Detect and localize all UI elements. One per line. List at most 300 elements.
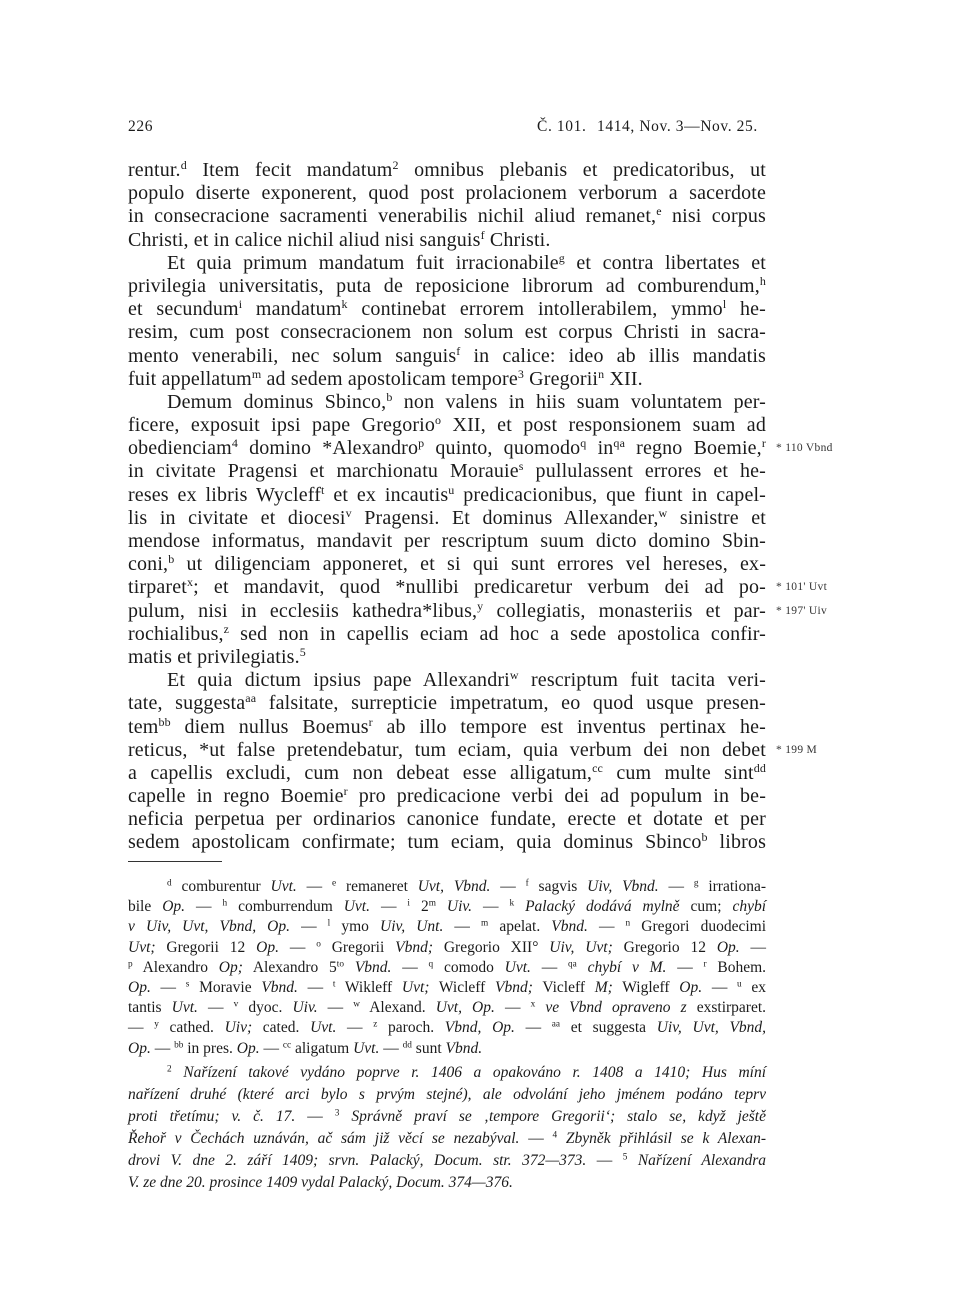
text-run: non valens in hiis suam voluntatem per- (392, 390, 766, 413)
text-run: privilegia universitatis, puta de reposicione librorum ad comburendum, (128, 274, 760, 297)
italic-text: Uiv, Vbnd. (587, 878, 659, 895)
text-run: Gregori duodecimi (630, 918, 767, 936)
text-line (128, 1062, 766, 1084)
text-run: Gregorio 12 (612, 938, 717, 956)
text-run: comburentur (171, 878, 271, 895)
text-run: mento venerabili, nec solum sanguis (128, 344, 457, 367)
italic-text: Vbnd. (354, 958, 392, 976)
italic-text: Uiv, Uvt, Vbnd, (656, 1019, 767, 1037)
text-run: Gregorio XII° (433, 938, 550, 956)
text-run: — (658, 878, 694, 895)
critical-apparatus (128, 877, 766, 1059)
italic-text: Nařízení Alexandra (637, 1152, 767, 1169)
text-run: matis et privilegiatis. (128, 645, 300, 668)
text-run: — (666, 958, 704, 976)
footnote-marker: aa (245, 691, 257, 706)
text-run: pulum, nisi in ecclesiis kathedra*libus, (128, 599, 478, 622)
text-run: — (336, 1019, 374, 1037)
footnote-marker: q (428, 959, 434, 970)
italic-text: Uvt; (401, 978, 430, 996)
footnote-marker: v (233, 999, 239, 1010)
text-line (128, 917, 766, 937)
text-run: — (702, 978, 738, 996)
footnote-marker: 2 (167, 1064, 172, 1075)
text-run: XII, et post responsionem suam ad (441, 414, 766, 437)
text-line (128, 252, 766, 275)
footnote-marker: e (331, 878, 337, 889)
text-run: in (586, 437, 614, 460)
footnote-marker: x (530, 999, 536, 1010)
italic-text: Uiv, Unt. (380, 918, 444, 936)
footnote-marker: s (185, 979, 190, 990)
text-line (128, 598, 828, 623)
footnote-marker: aa (551, 1019, 561, 1030)
text-line (128, 368, 766, 391)
text-run: Pragensi. Et dominus Allexander, (351, 506, 659, 529)
footnote-marker: y (154, 1019, 159, 1030)
text-run: continebat errorem intollerabilem, ymmo (347, 298, 723, 321)
text-run: Item fecit mandatum (186, 159, 393, 181)
italic-text: chybí (732, 898, 767, 916)
footnote-marker: dd (402, 1039, 412, 1050)
text-line (128, 321, 766, 344)
footnote-marker: qa (568, 959, 577, 970)
footnote-marker: t (332, 979, 336, 990)
text-line (128, 785, 766, 808)
text-run: comburrendum (227, 898, 344, 916)
italic-text: Op. (256, 938, 279, 956)
paragraph (128, 252, 766, 391)
text-run: Et quia dictum ipsius pape Allexandri (167, 669, 510, 692)
text-line (128, 414, 766, 437)
text-line (128, 762, 766, 785)
italic-text: Uvt, Op. (435, 999, 495, 1017)
text-line (128, 553, 766, 576)
text-run (535, 999, 545, 1016)
text-line (128, 831, 766, 854)
text-run: obedienciam (128, 437, 232, 460)
footnote-marker: l (722, 296, 727, 311)
text-run: et contra libertates et (564, 251, 766, 274)
text-run: — (472, 898, 510, 916)
margin-note: * 110 Vbnd (776, 442, 833, 455)
paragraph (128, 877, 766, 1059)
text-run: — (290, 918, 328, 936)
italic-text: Uvt. (353, 1039, 380, 1057)
text-run: in pres. (183, 1039, 237, 1057)
text-run: — (295, 1108, 335, 1125)
footnote-marker: o (435, 412, 442, 427)
text-line (128, 716, 766, 739)
text-run: capelle in regno Boemie (128, 785, 344, 808)
footnote-marker: r (703, 959, 707, 970)
italic-text: V. ze dne 20. prosince 1409 vydal Palacký, Docum. 374—376. (128, 1174, 513, 1191)
text-run: in civitate Pragensi et marchionatu Morauie (128, 460, 519, 483)
text-run: — (296, 878, 332, 895)
paragraph (128, 1062, 766, 1194)
text-run: — (587, 918, 626, 936)
text-run: ad sedem apostolicam tempore (261, 367, 518, 390)
footnote-marker: cc (282, 1039, 292, 1050)
footnote-marker: w (509, 667, 519, 682)
footnote-marker: to (336, 959, 345, 970)
footnote-marker: i (407, 898, 410, 909)
italic-text: v Uiv, Uvt, Vbnd, Op. (128, 918, 290, 936)
footnote-marker: r (761, 436, 766, 451)
italic-text: Op; (218, 958, 243, 976)
footnote-marker: r (343, 783, 348, 798)
text-run: et ex incautis (324, 483, 449, 506)
text-line (128, 205, 766, 228)
text-run (627, 1152, 637, 1169)
italic-text: Uvt; (128, 938, 156, 956)
paragraph (128, 667, 818, 855)
italic-text: chybí v M. (587, 958, 667, 976)
text-run: Vicleff (532, 978, 595, 996)
footnote-marker: m (428, 898, 436, 909)
margin-note: * 101' Uvt (776, 581, 828, 594)
text-run: coni, (128, 553, 169, 576)
text-line (128, 391, 766, 414)
footnote-marker: f (480, 227, 485, 242)
italic-text: Op. (236, 1039, 260, 1057)
margin-note: * 197' Uiv (776, 604, 828, 617)
text-line (128, 1172, 766, 1194)
text-run: — (128, 1019, 155, 1037)
text-run: — (317, 999, 354, 1017)
text-line (128, 460, 766, 483)
italic-text: Uvt. (310, 1019, 337, 1037)
footnote-marker: h (759, 273, 766, 288)
text-run: Et quia primum mandatum fuit irracionabile (167, 251, 559, 274)
text-run: — (443, 918, 481, 936)
text-run: sunt (411, 1039, 446, 1057)
text-run: — (490, 878, 526, 895)
footnote-marker: m (251, 366, 262, 381)
text-run: — (197, 999, 234, 1017)
text-run: bile (128, 898, 163, 916)
italic-text: Nařízení takové vydáno poprve r. 1406 a opakováno r. 1408 a 1410; Hus míní (183, 1064, 767, 1081)
footnote-marker: 4 (231, 436, 238, 451)
text-run: — (185, 898, 223, 916)
text-run: sedem apostolicam confirmate; tum eciam, quia dominus Sbinco (128, 831, 702, 854)
text-run: Alexand. (359, 999, 436, 1017)
footnote-marker: m (481, 918, 489, 929)
text-line (128, 877, 766, 897)
text-run: predicacionibus, que fiunt in capel- (454, 483, 766, 506)
text-run: — (391, 958, 429, 976)
text-line (128, 738, 818, 762)
footnote-marker: l (327, 918, 331, 929)
italic-text: ve Vbnd opraveno z (545, 999, 687, 1017)
text-run (172, 1064, 184, 1081)
text-line (128, 575, 828, 599)
footnote-marker: k (341, 296, 348, 311)
text-run: et secundum (128, 298, 239, 321)
text-run: ab illo tempore est inventus pertinax he- (372, 715, 766, 738)
date-range: 1414, Nov. 3—Nov. 25. (597, 118, 758, 135)
footnote-marker: u (448, 482, 455, 497)
text-line (128, 1039, 766, 1059)
italic-text: nařízení druhé (které arci bylo s prvým stejné), ale odvolání jeho jménem podáno teprv (128, 1086, 766, 1103)
italic-text: Vbnd. (551, 918, 588, 936)
text-run (436, 898, 447, 915)
text-run: — (586, 1152, 623, 1169)
footnote-marker: d (180, 157, 187, 172)
footnote-marker: d (167, 878, 172, 889)
text-run: — (278, 938, 317, 956)
text-line (128, 1106, 766, 1128)
text-run: — (150, 978, 186, 996)
italic-text: proti třetímu; v. č. 17. (128, 1108, 296, 1125)
footnote-marker: q (580, 436, 587, 451)
italic-text: Zbyněk přihlásil se k Alexan- (565, 1130, 767, 1147)
text-run: mandatum (242, 298, 342, 321)
text-run: ficere, exposuit ipsi pape Gregorio (128, 414, 436, 437)
text-line (128, 298, 766, 321)
text-run: Gregorii (524, 367, 599, 390)
text-run: diem nullus Boemus (170, 715, 369, 738)
text-run: ymo (330, 918, 380, 936)
text-run: reses ex libris Wycleff (128, 483, 322, 506)
italic-text: drovi V. dne 2. září 1409; srvn. Palacký, Docum. str. 372—373. (128, 1152, 587, 1169)
text-run: Moravie (189, 978, 262, 996)
italic-text: Vbnd. (445, 1039, 483, 1057)
text-run: tirparet (128, 576, 187, 599)
text-run (514, 898, 525, 915)
page-number: 226 (128, 118, 154, 135)
text-line (128, 159, 766, 182)
margin-note: * 199 M (776, 743, 818, 756)
text-line (128, 938, 766, 958)
text-run: irrationa- (698, 878, 766, 895)
text-run: cated. (252, 1019, 311, 1037)
footnote-marker: z (373, 1019, 378, 1030)
text-run: tantis (128, 999, 172, 1017)
text-run: neficia perpetua per ordinarios canonice fundate, erecte et dotate et per (128, 808, 766, 831)
italic-text: Uiv; (224, 1019, 253, 1037)
footnote-marker: dd (753, 760, 766, 775)
italic-text: Uvt. (504, 958, 531, 976)
text-run: in calice: ideo ab illis mandatis (460, 344, 766, 367)
text-run: a capellis excludi, cum non debeat esse alligatum, (128, 761, 593, 784)
footnote-marker: z (223, 621, 230, 636)
text-line (128, 958, 766, 978)
text-run: et suggesta (560, 1019, 657, 1037)
footnote-marker: 4 (552, 1130, 558, 1141)
text-run: cum; (679, 898, 733, 916)
text-line (128, 692, 766, 715)
footnote-marker: e (656, 204, 662, 219)
footnote-marker: g (693, 878, 699, 889)
footnote-marker: bb (174, 1039, 184, 1050)
text-line (128, 998, 766, 1018)
text-line (128, 182, 766, 205)
text-run: Gregorii (320, 938, 396, 956)
italic-text: Op. (679, 978, 703, 996)
text-line (128, 897, 766, 917)
footnote-marker: cc (592, 760, 604, 775)
footnote-marker: bb (158, 714, 171, 729)
text-run: nisi corpus (661, 205, 766, 228)
text-run: cathed. (158, 1019, 225, 1037)
text-run: comodo (433, 958, 505, 976)
text-run: cum multe sint (603, 761, 754, 784)
text-run: XII. (604, 367, 643, 390)
footnote-marker: p (128, 959, 133, 970)
footnote-marker: h (222, 898, 228, 909)
text-run: — (519, 1130, 553, 1147)
text-line (128, 978, 766, 998)
italic-text: Op. (716, 938, 740, 956)
text-run: exstirparet. (686, 999, 767, 1017)
footnote-marker: 3 (334, 1108, 340, 1119)
text-run: falsitate, surrepticie impetratum, eo quod usque presen- (256, 692, 766, 715)
italic-text: Op. (162, 898, 186, 916)
italic-text: Op. (128, 1039, 151, 1057)
text-run: remaneret (336, 878, 418, 895)
text-run: Christi. (484, 228, 551, 251)
text-run: domino *Alexandro (237, 437, 419, 460)
text-line (128, 436, 833, 460)
text-run: rescriptum fuit tacita veri- (518, 669, 766, 692)
text-run: — (514, 1019, 552, 1037)
footnote-marker: g (558, 250, 565, 265)
text-run: sinistre et (667, 506, 767, 529)
italic-text: Vbnd, Op. (444, 1019, 515, 1037)
text-run: rochialibus, (128, 622, 224, 645)
text-line (128, 229, 766, 252)
footnote-marker: x (186, 575, 194, 590)
footnote-marker: r (368, 714, 373, 729)
footnote-marker: y (477, 598, 484, 613)
text-run: — (297, 978, 333, 996)
footnote-marker: u (737, 979, 742, 990)
footnote-marker: b (701, 830, 708, 845)
italic-text: Palacký dodává mylně (525, 898, 680, 916)
footnote-marker: f (456, 343, 461, 358)
footnote-marker: k (509, 898, 515, 909)
italic-text: Op. (128, 978, 151, 996)
italic-text: M; (594, 978, 613, 996)
text-run: sed non in capellis eciam ad hoc a sede apostolica confir- (229, 622, 766, 645)
text-run: ex (741, 978, 767, 996)
text-run: Alexandro 5 (242, 958, 337, 976)
text-run: Christi, et in calice nichil aliud nisi sanguis (128, 228, 481, 251)
text-run: — (259, 1039, 283, 1057)
text-run: Gregorii 12 (155, 938, 257, 956)
explanatory-notes (128, 1062, 766, 1194)
italic-text: Uvt. (171, 999, 198, 1017)
footnote-marker: s (518, 459, 524, 474)
italic-text: Vbnd; (495, 978, 533, 996)
text-run: tem (128, 715, 159, 738)
footnote-marker: f (525, 878, 529, 889)
text-run: pullulassent errores et he- (523, 460, 766, 483)
text-line (128, 275, 766, 298)
text-run: — (379, 1039, 403, 1057)
italic-text: Správně praví se ‚tempore Gregorii‘; stalo se, když ještě (351, 1108, 766, 1125)
italic-text: Uiv, Uvt; (549, 938, 613, 956)
text-run: in consecracione sacramenti venerabilis nichil aliud remanet, (128, 205, 657, 228)
text-run: — (369, 898, 408, 916)
text-run (557, 1130, 566, 1147)
text-line (128, 669, 766, 692)
text-run: fuit appellatum (128, 367, 252, 390)
italic-text: Uvt. (270, 878, 297, 895)
text-run: paroch. (377, 1019, 445, 1037)
footnote-marker: i (238, 296, 243, 311)
text-run: tate, suggesta (128, 692, 246, 715)
text-run (344, 959, 355, 976)
italic-text: Uvt, Vbnd. (417, 878, 491, 895)
italic-text: Uiv. (292, 999, 318, 1017)
text-run: reticus, *ut false pretendebatur, tum eciam, quia verbum dei non debet (128, 738, 766, 761)
footnote-marker: p (418, 436, 425, 451)
text-run: regno Boemie, (625, 437, 762, 460)
footnote-marker: qa (613, 436, 626, 451)
text-run (577, 959, 588, 976)
text-run: populo diserte exponerent, quod post prolacionem verborum a sacerdote (128, 182, 766, 205)
text-run: sagvis (528, 878, 588, 895)
footnote-marker: t (321, 482, 325, 497)
text-run: — (739, 938, 767, 956)
text-line (128, 484, 766, 507)
italic-text: Uvt. (343, 898, 370, 916)
text-run: ; et mandavit, quod *nullibi predicaretur verbum dei ad po- (193, 576, 766, 599)
footnote-marker: n (625, 918, 631, 929)
footnote-marker: 2 (392, 157, 399, 172)
footnote-marker: n (598, 366, 605, 381)
text-run: — (150, 1039, 175, 1057)
text-run: pro predicacione verbi dei ad populum in be- (347, 785, 766, 808)
footnote-marker: w (353, 999, 360, 1010)
italic-text: Vbnd. (261, 978, 298, 996)
main-text (128, 157, 833, 855)
text-run: aligatum (291, 1039, 354, 1057)
text-run: collegiatis, monasteriis et par- (483, 599, 766, 622)
text-line (128, 1128, 766, 1150)
italic-text: Řehoř v Čechách uznáván, ač sám již věcí se nezabýval. (128, 1130, 520, 1147)
text-run: Wigleff (612, 978, 680, 996)
text-line (128, 530, 766, 553)
text-run: rentur. (128, 159, 181, 181)
text-run (339, 1108, 351, 1125)
text-run: mendose informatus, mandavit per rescriptum suum dicto domino Sbin- (128, 530, 766, 552)
text-run: dyoc. (238, 999, 293, 1017)
text-line (128, 646, 766, 669)
footnote-marker: b (386, 389, 393, 404)
footnote-marker: b (168, 552, 175, 566)
text-run: apelat. (488, 918, 552, 936)
text-run: — (494, 999, 531, 1017)
text-line (128, 1084, 766, 1106)
paragraph (128, 159, 766, 252)
text-run: Wicleff (429, 978, 496, 996)
italic-text: Vbnd; (395, 938, 433, 956)
text-run: Wikleff (335, 978, 402, 996)
text-line (128, 507, 766, 530)
footnote-marker: 5 (299, 644, 306, 659)
document-number: Č. 101. (537, 118, 587, 135)
footnote-marker: 5 (622, 1152, 628, 1163)
footnote-marker: 3 (517, 366, 525, 381)
italic-text: Uiv. (446, 898, 473, 916)
text-run: lis in civitate et diocesi (128, 506, 346, 529)
text-line (128, 623, 766, 646)
text-run: Demum dominus Sbinco, (167, 390, 387, 413)
footnote-marker: o (316, 938, 321, 949)
